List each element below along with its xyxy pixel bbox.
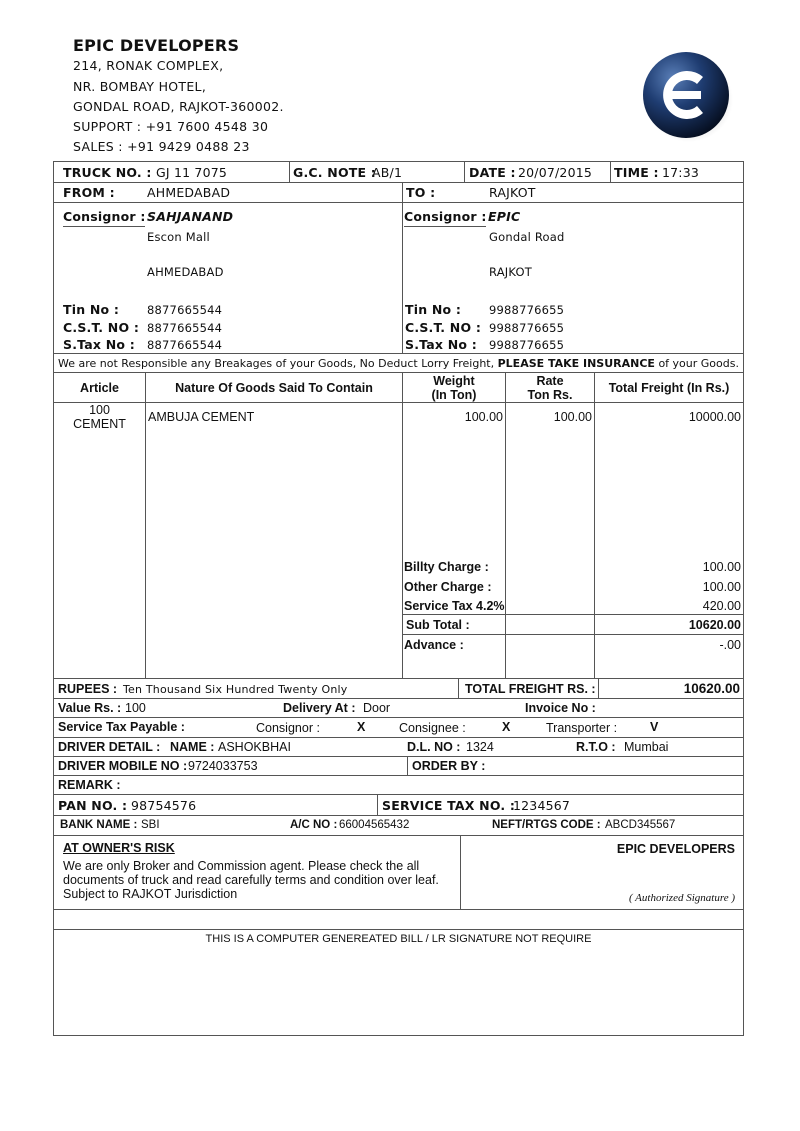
driver-name: ASHOKBHAI: [218, 740, 291, 754]
owners-risk-line-3: Subject to RAJKOT Jurisdiction: [63, 887, 238, 901]
col-nature: Nature Of Goods Said To Contain: [175, 381, 373, 395]
consignor-left-label: Consignor :: [63, 209, 146, 224]
delivery-at-value: Door: [363, 701, 391, 715]
service-tax-no-label: SERVICE TAX NO. :: [382, 798, 516, 813]
row-nature: AMBUJA CEMENT: [148, 410, 255, 424]
time-value: 17:33: [662, 165, 700, 180]
sub-total-label: Sub Total :: [406, 618, 470, 632]
order-by-label: ORDER BY :: [412, 759, 486, 773]
consignor-right-stax: 9988776655: [489, 338, 565, 352]
payable-consignor-label: Consignor :: [256, 721, 320, 735]
service-tax-payable-label: Service Tax Payable :: [58, 720, 185, 734]
consignor-left-name: SAHJANAND: [147, 209, 234, 224]
consignor-right-stax-label: S.Tax No :: [405, 337, 477, 352]
rupees-in-words: Ten Thousand Six Hundred Twenty Only: [123, 683, 348, 696]
consignor-left-address: Escon Mall: [147, 230, 210, 244]
bilty-charge-label: Billty Charge :: [404, 560, 489, 574]
driver-detail-label: DRIVER DETAIL :: [58, 740, 161, 754]
company-address-1: 214, RONAK COMPLEX,: [73, 58, 224, 73]
owners-risk-line-1: We are only Broker and Commission agent. Please check the all: [63, 859, 420, 873]
consignor-left-cst: 8877665544: [147, 321, 223, 335]
driver-name-label: NAME :: [170, 740, 215, 754]
sub-total-value: 10620.00: [688, 618, 741, 632]
company-sales: SALES : +91 9429 0488 23: [73, 139, 250, 154]
owners-risk-line-2: documents of truck and read carefully terms and condition over leaf.: [63, 873, 439, 887]
computer-generated-note: THIS IS A COMPUTER GENEREATED BILL / LR SIGNATURE NOT REQUIRE: [205, 933, 592, 945]
dl-no-value: 1324: [466, 740, 494, 754]
company-logo-icon: [641, 50, 733, 142]
from-value: AHMEDABAD: [147, 185, 231, 200]
value-label: Value Rs. :: [58, 701, 122, 715]
advance-label: Advance :: [404, 638, 464, 652]
col-rate-2: Ton Rs.: [527, 388, 573, 402]
col-total: Total Freight (In Rs.): [608, 381, 730, 395]
owners-risk-title: AT OWNER'S RISK: [63, 841, 175, 855]
disclaimer-tail: of your Goods.: [658, 357, 739, 370]
company-name: EPIC DEVELOPERS: [73, 36, 240, 55]
neft-label: NEFT/RTGS CODE :: [492, 819, 601, 831]
consignor-right-cst-label: C.S.T. NO :: [405, 320, 482, 335]
col-weight-2: (In Ton): [431, 388, 477, 402]
gc-note-label: G.C. NOTE :: [293, 165, 376, 180]
from-label: FROM :: [63, 185, 115, 200]
consignor-left-city: AHMEDABAD: [147, 265, 224, 279]
driver-mobile-label: DRIVER MOBILE NO :: [58, 759, 188, 773]
truck-no-value: GJ 11 7075: [156, 165, 228, 180]
remark-label: REMARK :: [58, 778, 121, 792]
consignor-left-tin: 8877665544: [147, 303, 223, 317]
invoice-no-label: Invoice No :: [525, 701, 596, 715]
advance-value: -.00: [719, 638, 741, 652]
delivery-at-label: Delivery At :: [283, 701, 356, 715]
neft-value: ABCD345567: [605, 819, 676, 831]
payable-transporter-mark: V: [650, 720, 659, 734]
payable-consignee-label: Consignee :: [399, 721, 466, 735]
service-tax-value: 420.00: [702, 599, 741, 613]
date-label: DATE :: [469, 165, 516, 180]
col-article: Article: [80, 381, 119, 395]
service-tax-no-value: 1234567: [513, 798, 571, 813]
truck-no-label: TRUCK NO. :: [63, 165, 152, 180]
bank-name: SBI: [141, 819, 160, 831]
consignor-left-cst-label: C.S.T. NO :: [63, 320, 140, 335]
gc-note-value: AB/1: [372, 165, 403, 180]
to-label: TO :: [406, 185, 436, 200]
consignor-right-tin: 9988776655: [489, 303, 565, 317]
consignor-left-tin-label: Tin No :: [63, 302, 120, 317]
dl-no-label: D.L. NO :: [407, 740, 461, 754]
bank-name-label: BANK NAME :: [60, 819, 138, 831]
value-amount: 100: [125, 701, 146, 715]
driver-mobile-value: 9724033753: [188, 759, 258, 773]
ac-no-label: A/C NO :: [290, 819, 338, 831]
to-value: RAJKOT: [489, 185, 536, 200]
consignor-right-cst: 9988776655: [489, 321, 565, 335]
rto-value: Mumbai: [624, 740, 669, 754]
date-value: 20/07/2015: [518, 165, 593, 180]
col-weight-1: Weight: [433, 374, 475, 388]
payable-consignee-mark: X: [502, 720, 511, 734]
consignor-right-address: Gondal Road: [489, 230, 565, 244]
authorized-signature: ( Authorized Signature ): [628, 892, 735, 904]
row-article-name: CEMENT: [73, 417, 126, 431]
payable-transporter-label: Transporter :: [546, 721, 618, 735]
time-label: TIME :: [614, 165, 659, 180]
row-rate: 100.00: [553, 410, 592, 424]
col-rate-1: Rate: [536, 374, 564, 388]
bilty-charge-value: 100.00: [702, 560, 741, 574]
rupees-label: RUPEES :: [58, 682, 118, 696]
row-weight: 100.00: [464, 410, 503, 424]
service-tax-label: Service Tax 4.2%: [404, 599, 505, 613]
row-article-qty: 100: [89, 403, 110, 417]
consignor-left-stax: 8877665544: [147, 338, 223, 352]
disclaimer-insurance: PLEASE TAKE INSURANCE: [497, 357, 655, 370]
company-support: SUPPORT : +91 7600 4548 30: [73, 119, 269, 134]
disclaimer-text: We are not Responsible any Breakages of your Goods, No Deduct Lorry Freight,: [58, 357, 495, 370]
pan-label: PAN NO. :: [58, 798, 128, 813]
rto-label: R.T.O :: [576, 740, 616, 754]
total-freight-value: 10620.00: [683, 681, 740, 696]
signature-company: EPIC DEVELOPERS: [616, 842, 735, 856]
total-freight-label: TOTAL FREIGHT RS. :: [465, 682, 596, 696]
pan-value: 98754576: [131, 798, 197, 813]
consignor-right-label: Consignor :: [404, 209, 487, 224]
consignor-right-city: RAJKOT: [489, 265, 532, 279]
disclaimer: [58, 357, 739, 370]
ac-no-value: 66004565432: [339, 819, 410, 831]
consignor-left-stax-label: S.Tax No :: [63, 337, 135, 352]
consignor-right-name: EPIC: [488, 209, 521, 224]
row-total: 10000.00: [688, 410, 741, 424]
company-address-3: GONDAL ROAD, RAJKOT-360002.: [73, 99, 284, 114]
company-address-2: NR. BOMBAY HOTEL,: [73, 79, 207, 94]
other-charge-label: Other Charge :: [404, 580, 492, 594]
payable-consignor-mark: X: [357, 720, 366, 734]
consignor-right-tin-label: Tin No :: [405, 302, 462, 317]
other-charge-value: 100.00: [702, 580, 741, 594]
